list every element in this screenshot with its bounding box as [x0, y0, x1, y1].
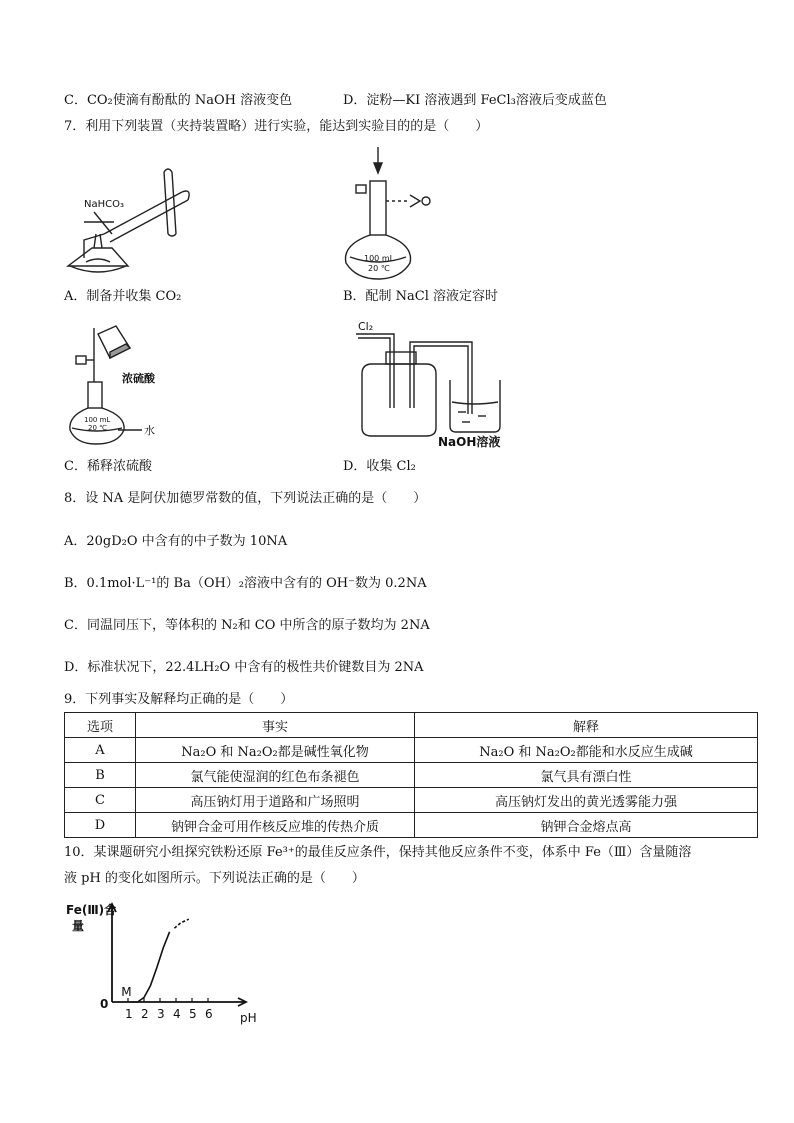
figure-c-dilution	[64, 322, 194, 446]
cell-explanation: 高压钠灯发出的黄光透雾能力强	[415, 788, 758, 813]
fe-content-curve	[131, 932, 169, 1002]
q9-stem: 9．下列事实及解释均正确的是（ ）	[64, 692, 294, 707]
fig-d-solution-label: NaOH溶液	[438, 435, 501, 449]
q8-option-d: D．标准状况下，22.4LH₂O 中含有的极性共价键数目为 2NA	[64, 660, 424, 675]
q10-stem-line-2: 液 pH 的变化如图所示。下列说法正确的是（ ）	[64, 871, 365, 886]
table-row	[65, 763, 758, 788]
q8-option-a: A．20gD₂O 中含有的中子数为 10NA	[64, 534, 288, 549]
fe-content-curve-upper	[174, 919, 188, 928]
fig-a-label: NaHCO₃	[84, 199, 124, 210]
figure-b-volumetric-flask	[340, 145, 450, 280]
fig-c-flask-label: 100 mL	[84, 416, 111, 424]
cell-option: C	[65, 788, 136, 813]
q6-option-d: D．淀粉—KI 溶液遇到 FeCl₃溶液后变成蓝色	[343, 93, 607, 108]
fe-content-ph-chart	[64, 898, 284, 1030]
fig-c-temp-label: 20 ℃	[88, 424, 107, 432]
x-tick-label: 6	[205, 1007, 213, 1021]
q8-option-c: C．同温同压下，等体积的 N₂和 CO 中所含的原子数均为 2NA	[64, 618, 430, 633]
x-tick-label: 2	[141, 1007, 149, 1021]
q7-option-d: D．收集 Cl₂	[343, 459, 416, 474]
fig-c-water-label: 水	[144, 424, 155, 437]
cell-option: A	[65, 738, 136, 763]
q10-stem-line-1: 10．某课题研究小组探究铁粉还原 Fe³⁺的最佳反应条件，保持其他反应条件不变，体系中 Fe（Ⅲ）含量随溶	[64, 845, 692, 860]
q7-stem: 7．利用下列装置（夹持装置略）进行实验，能达到实验目的的是（ ）	[64, 119, 489, 134]
cell-option: D	[65, 813, 136, 838]
q6-option-c: C．CO₂使滴有酚酞的 NaOH 溶液变色	[64, 93, 293, 108]
figure-a-apparatus	[64, 162, 214, 282]
x-tick-label: 4	[173, 1007, 181, 1021]
cell-explanation: 氯气具有漂白性	[415, 763, 758, 788]
cell-explanation: 钠钾合金熔点高	[415, 813, 758, 838]
x-tick-label: 5	[189, 1007, 197, 1021]
q7-option-c: C．稀释浓硫酸	[64, 459, 152, 474]
fig-b-flask-label: 100 mL	[364, 254, 395, 263]
figure-d-gas-collection	[354, 320, 524, 450]
table-row	[65, 738, 758, 763]
point-m-label: M	[121, 985, 132, 999]
table-header-row	[65, 713, 758, 738]
cell-fact: 钠钾合金可用作核反应堆的传热介质	[136, 813, 415, 838]
cell-option: B	[65, 763, 136, 788]
header-fact: 事实	[136, 713, 415, 738]
x-tick-label: 3	[157, 1007, 165, 1021]
x-tick-label: 1	[125, 1007, 133, 1021]
q8-option-b: B．0.1mol·L⁻¹的 Ba（OH）₂溶液中含有的 OH⁻数为 0.2NA	[64, 576, 427, 591]
q7-option-a: A．制备并收集 CO₂	[64, 289, 182, 304]
fig-c-acid-label: 浓硫酸	[122, 372, 155, 385]
fig-b-temp-label: 20 ℃	[368, 264, 390, 273]
cell-explanation: Na₂O 和 Na₂O₂都能和水反应生成碱	[415, 738, 758, 763]
cell-fact: 高压钠灯用于道路和广场照明	[136, 788, 415, 813]
origin-label: 0	[100, 997, 109, 1011]
table-row	[65, 813, 758, 838]
x-axis-label: pH	[240, 1011, 257, 1025]
header-option: 选项	[65, 713, 136, 738]
fig-d-gas-label: Cl₂	[358, 320, 374, 333]
q7-option-b: B．配制 NaCl 溶液定容时	[343, 289, 499, 304]
cell-fact: Na₂O 和 Na₂O₂都是碱性氧化物	[136, 738, 415, 763]
q8-stem: 8．设 NA 是阿伏加德罗常数的值，下列说法正确的是（ ）	[64, 491, 427, 506]
cell-fact: 氯气能使湿润的红色布条褪色	[136, 763, 415, 788]
table-row	[65, 788, 758, 813]
q9-table	[64, 712, 758, 838]
header-explanation: 解释	[415, 713, 758, 738]
y-axis-label: Fe(Ⅲ)含量	[66, 903, 117, 933]
